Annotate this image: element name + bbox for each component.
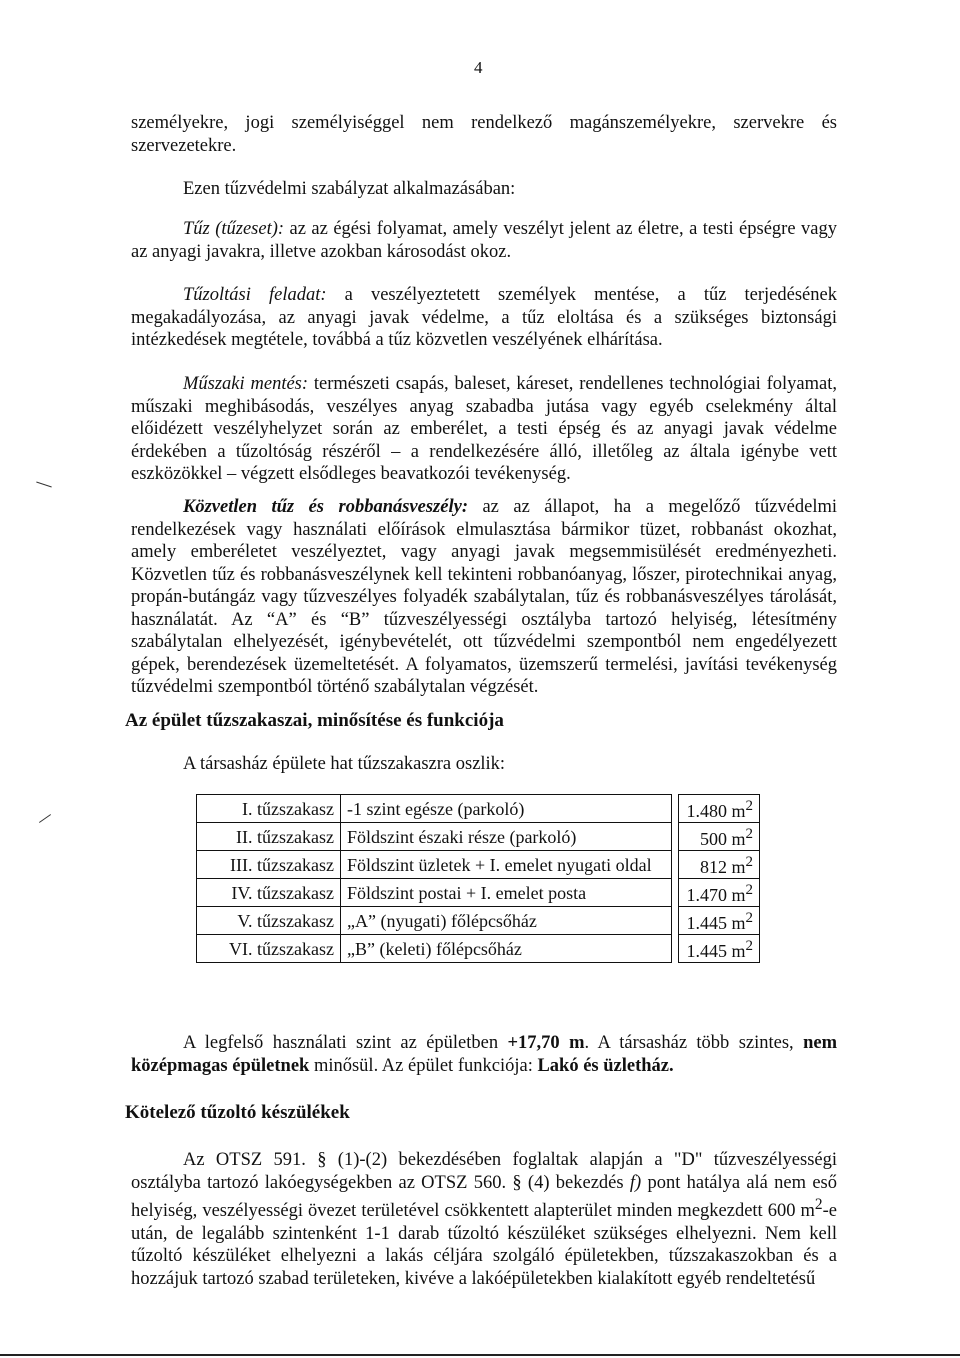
compartment-description: „A” (nyugati) főlépcsőház xyxy=(341,907,672,935)
compartments-intro: A társasház épülete hat tűzszakaszra oszlik: xyxy=(183,754,506,774)
compartment-description: Földszint postai + I. emelet posta xyxy=(341,879,672,907)
definition-term: Közvetlen tűz és robbanásveszély: xyxy=(183,497,468,517)
section-heading-extinguishers: Kötelező tűzoltó készülékek xyxy=(125,1102,350,1123)
table-row xyxy=(197,823,760,851)
definition-text: a veszélyeztetett személyek mentése, a tűz terjedésének megakadályozása, az anyagi javak védelme, a tűz eloltása és a szükséges biztonsági intézkedések megtétele, továbbá a tűz közvetlen veszélyének elhárítása. xyxy=(131,285,837,350)
definition-firefighting-task xyxy=(131,284,837,352)
definition-text: az az állapot, ha a megelőző tűzvédelmi rendelkezések vagy használati előírások elmulasztása bármikor tüzet, robbanást okozhat, amely emberéletet veszélyeztet, vagy anyagi javak megsemmisülését eredményezheti. Közvetlen tűz és robbanásveszélynek kell tekinteni robbanóanyag, lőszer, pirotechnikai anyag, propán-butángáz vagy tűzveszélyes folyadék szabálytalan, tűz és robbanásveszélyes tárolását, használatát. Az “A” és “B” tűzveszélyességi osztályba tartozó helyiség, létesítmény szabálytalan elhelyezését, igénybevételét, ott tűzvédelmi szempontból nem engedélyezett gépek, berendezések üzemeltetését. A folyamatos, üzemszerű termelési, javítási tevékenység tűzvédelmi szempontból történő szabálytalan végzését. xyxy=(131,497,837,697)
compartment-area: 1.470 $m^2$ xyxy=(679,879,760,907)
compartment-name: III. tűzszakasz xyxy=(197,851,341,879)
definition-term: Tűzoltási feladat: xyxy=(183,285,327,305)
compartment-name: I. tűzszakasz xyxy=(197,795,341,823)
scan-border xyxy=(0,1354,960,1356)
definition-text: természeti csapás, baleset, káreset, rendellenes technológiai folyamat, műszaki meghibásodás, veszélyes anyag szabadba jutása vagy egyéb cselekmény által előidézett veszélyhelyzet során az emberélet, a testi épség és az anyagi javak védelme érdekében a tűzoltóság részéről – a rendelkezésére álló, illetőleg az általa igénybe vett eszközökkel – végzett elsődleges beavatkozói tevékenység. xyxy=(131,374,837,484)
compartment-area: 1.480 $m^2$ xyxy=(679,795,760,823)
compartment-description: Földszint északi része (parkoló) xyxy=(341,823,672,851)
compartment-description: „B” (keleti) főlépcsőház xyxy=(341,935,672,963)
compartment-area: 1.445 $m^2$ xyxy=(679,935,760,963)
compartment-description: -1 szint egésze (parkoló) xyxy=(341,795,672,823)
scan-mark xyxy=(36,482,52,488)
table-row xyxy=(197,795,760,823)
definition-term: Tűz (tűzeset): xyxy=(183,219,285,239)
paragraph-continuation: személyekre, jogi személyiséggel nem rendelkező magánszemélyekre, szervekre és szervezetekre. xyxy=(131,113,837,156)
compartment-area: 812 $m^2$ xyxy=(679,851,760,879)
compartment-name: VI. tűzszakasz xyxy=(197,935,341,963)
section-heading-fire-compartments: Az épület tűzszakaszai, minősítése és funkciója xyxy=(125,710,504,731)
fire-compartment-table xyxy=(196,794,760,963)
compartment-name: V. tűzszakasz xyxy=(197,907,341,935)
table-row xyxy=(197,879,760,907)
definition-direct-fire-danger xyxy=(131,496,837,699)
table-row xyxy=(197,851,760,879)
compartment-area: 1.445 $m^2$ xyxy=(679,907,760,935)
compartment-description: Földszint üzletek + I. emelet nyugati oldal xyxy=(341,851,672,879)
paragraph-intro: Ezen tűzvédelmi szabályzat alkalmazásában: xyxy=(183,179,516,199)
compartment-area: 500 $m^2$ xyxy=(679,823,760,851)
compartment-name: IV. tűzszakasz xyxy=(197,879,341,907)
table-row xyxy=(197,907,760,935)
scan-mark xyxy=(39,814,51,823)
definition-text: az az égési folyamat, amely veszélyt jelent az életre, a testi épségre vagy az anyagi javakra, illetve azokban károsodást okoz. xyxy=(131,219,837,262)
compartment-name: II. tűzszakasz xyxy=(197,823,341,851)
page-number: 4 xyxy=(474,58,483,77)
definition-term: Műszaki mentés: xyxy=(183,374,309,394)
definition-technical-rescue xyxy=(131,373,837,486)
table-row xyxy=(197,935,760,963)
definition-fire xyxy=(131,218,837,263)
extinguisher-paragraph: Az OTSZ 591. § (1)-(2) bekezdésében foglaltak alapján a "D" tűzveszélyességi osztályba tartozó lakóegységekben az OTSZ 560. § (4) bekezdés f) pont hatálya alá nem eső helyiség, veszélyességi övezet területével csökkentett alapterület minden megkezdett 600 $m^2-e$ után, de legalább szintenként 1-1 darab tűzoltó készüléket szükséges elhelyezni. Nem kell tűzoltó készüléket elhelyezni a lakás céljára szolgáló épületekben, tűzszakaszokban és a hozzájuk tartozó szabad területeken, kivéve a lakóépületekben kialakított egyéb rendeltetésű xyxy=(131,1150,837,1289)
building-summary: A legfelső használati szint az épületben +17,70 m. A társasház több szintes, nem középmagas épületnek minősül. Az épület funkciója: Lakó és üzletház. xyxy=(131,1033,837,1076)
